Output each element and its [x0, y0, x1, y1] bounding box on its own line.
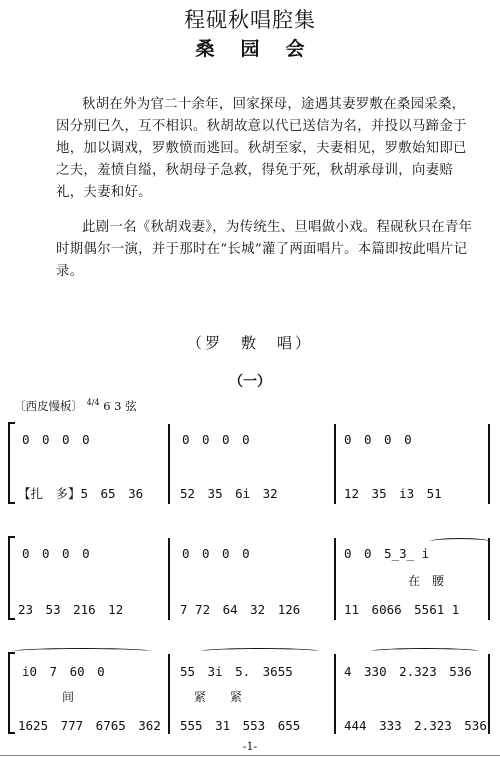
intro-paragraph-1: 秋胡在外为官二十余年，回家探母，途遇其妻罗敷在桑园采桑，因分别已久，互不相识。秋胡故意以代已送信为名，并投以马蹄金于地，加以调戏，罗敷愤而逃回。秋胡至家，夫妻相见，罗敷始知即已之夫，羞愤自缢，秋胡母子急救，得免于死，秋胡承母训，向妻赔礼，夫妻和好。	[56, 97, 467, 200]
barline	[488, 424, 490, 504]
vocal-measure: 0 0 0 0	[182, 432, 250, 447]
vocal-measure: 0 0 0 0	[182, 546, 250, 561]
slur-mark	[430, 538, 490, 545]
book-title: 程砚秋唱腔集	[184, 8, 316, 32]
piece-title: 桑园会	[195, 38, 331, 60]
slur-mark	[200, 648, 320, 655]
bottom-rule	[0, 755, 500, 756]
time-signature: 4/4	[86, 398, 100, 408]
vocal-measure: 4 330 2.323 536	[344, 664, 472, 679]
accompaniment-measure: 7 72 64 32 126	[180, 602, 301, 617]
tempo-label: 〔西皮慢板〕	[14, 399, 83, 413]
section-number: （一）	[229, 374, 271, 390]
tempo-marking	[14, 398, 137, 414]
accompaniment-measure: 555 31 553 655	[180, 718, 301, 733]
barline	[168, 424, 170, 504]
system-bracket	[8, 652, 10, 734]
system-bracket	[8, 422, 10, 504]
lyric-text: 在 腰	[408, 574, 445, 588]
intro-paragraph-2: 此剧一名《秋胡戏妻》，为传统生、旦唱做小戏。程砚秋只在青年时期偶尔一演，并于那时在“长城”灌了两面唱片。本篇即按此唱片记录。	[56, 220, 473, 279]
accompaniment-measure: 【扎 多】5 65 36	[18, 486, 144, 501]
barline	[168, 654, 170, 734]
vocal-measure: 0 0 0 0	[344, 432, 412, 447]
accompaniment-measure: 52 35 6i 32	[180, 486, 278, 501]
barline	[334, 424, 336, 504]
barline	[488, 538, 490, 620]
accompaniment-measure: 23 53 216 12	[18, 602, 124, 617]
accompaniment-measure: 11 6066 5561 1	[344, 602, 460, 617]
barline	[488, 654, 490, 734]
barline	[168, 538, 170, 620]
vocal-measure: 0 0 0 0	[22, 432, 90, 447]
slur-mark	[370, 648, 480, 655]
barline	[334, 654, 336, 734]
accompaniment-measure: 1625 777 6765 362	[18, 718, 161, 733]
accompaniment-measure: 444 333 2.323 536	[344, 718, 487, 733]
page-number: -1-	[242, 740, 258, 753]
slur-mark	[12, 648, 152, 655]
barline	[334, 538, 336, 620]
vocal-measure: 55 3i 5. 3655	[180, 664, 293, 679]
accompaniment-measure: 12 35 i3 51	[344, 486, 442, 501]
system-bracket	[8, 536, 10, 620]
vocal-measure: 0 0 0 0	[22, 546, 90, 561]
lyric-text: 紧 紧	[194, 690, 243, 704]
key-label: 6 3 弦	[103, 399, 137, 413]
lyric-text: 间	[62, 690, 75, 704]
vocal-measure: i0 7 60 0	[22, 664, 105, 679]
role-heading: （罗 敷 唱）	[186, 334, 313, 352]
vocal-measure: 0 0 5̲3̲ i	[344, 546, 430, 561]
